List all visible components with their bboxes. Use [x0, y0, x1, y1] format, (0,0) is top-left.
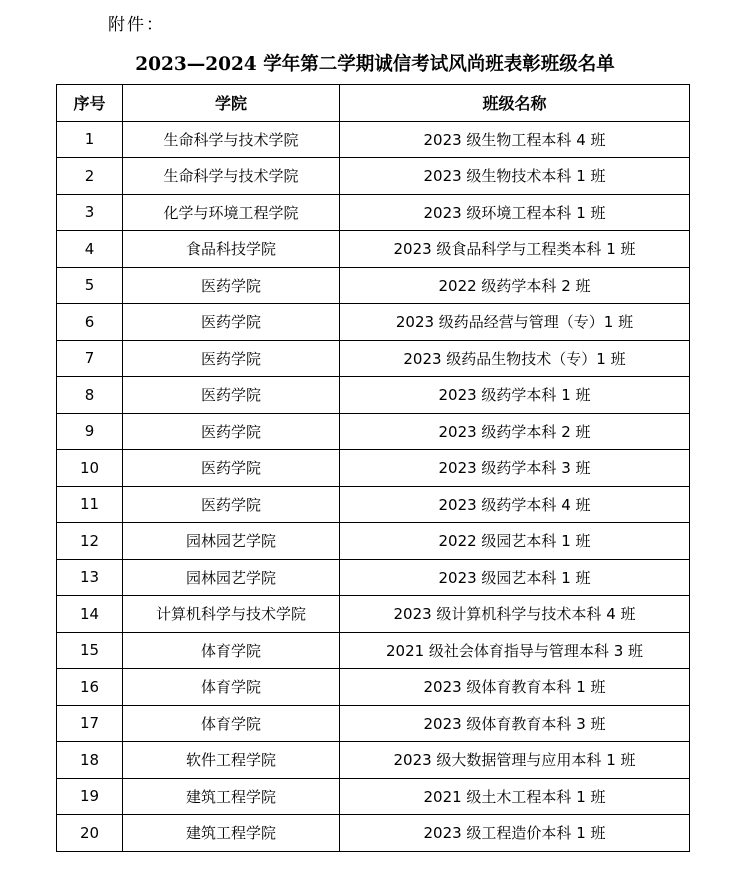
header-index: 序号: [57, 85, 123, 122]
class-roster-table: [56, 84, 690, 852]
cell-index: 1: [57, 121, 123, 158]
cell-college: 计算机科学与技术学院: [123, 596, 340, 633]
attachment-label: 附件：: [108, 15, 165, 35]
cell-index: 6: [57, 304, 123, 341]
cell-college: 医药学院: [123, 267, 340, 304]
cell-college: 软件工程学院: [123, 742, 340, 779]
cell-index: 7: [57, 340, 123, 377]
cell-college: 园林园艺学院: [123, 523, 340, 560]
table-row: [57, 778, 690, 815]
table-row: [57, 596, 690, 633]
table-body: [57, 121, 690, 851]
cell-class-name: 2023 级环境工程本科 1 班: [340, 194, 690, 231]
cell-class-name: 2023 级生物技术本科 1 班: [340, 158, 690, 195]
table-row: [57, 450, 690, 487]
cell-class-name: 2023 级大数据管理与应用本科 1 班: [340, 742, 690, 779]
cell-class-name: 2023 级体育教育本科 1 班: [340, 669, 690, 706]
cell-index: 15: [57, 632, 123, 669]
header-college: 学院: [123, 85, 340, 122]
cell-college: 医药学院: [123, 340, 340, 377]
cell-index: 12: [57, 523, 123, 560]
cell-class-name: 2023 级药品生物技术（专）1 班: [340, 340, 690, 377]
table-row: [57, 158, 690, 195]
cell-college: 医药学院: [123, 450, 340, 487]
cell-class-name: 2023 级生物工程本科 4 班: [340, 121, 690, 158]
cell-index: 8: [57, 377, 123, 414]
cell-index: 18: [57, 742, 123, 779]
cell-index: 5: [57, 267, 123, 304]
cell-index: 10: [57, 450, 123, 487]
cell-index: 17: [57, 705, 123, 742]
cell-college: 体育学院: [123, 632, 340, 669]
table-row: [57, 194, 690, 231]
cell-index: 20: [57, 815, 123, 852]
cell-index: 19: [57, 778, 123, 815]
cell-college: 体育学院: [123, 669, 340, 706]
cell-class-name: 2023 级食品科学与工程类本科 1 班: [340, 231, 690, 268]
cell-class-name: 2023 级药学本科 2 班: [340, 413, 690, 450]
cell-college: 建筑工程学院: [123, 815, 340, 852]
table-row: [57, 815, 690, 852]
cell-class-name: 2023 级药学本科 1 班: [340, 377, 690, 414]
table-row: [57, 231, 690, 268]
cell-college: 体育学院: [123, 705, 340, 742]
cell-class-name: 2021 级土木工程本科 1 班: [340, 778, 690, 815]
header-class-name: 班级名称: [340, 85, 690, 122]
table-row: [57, 669, 690, 706]
cell-class-name: 2023 级药学本科 3 班: [340, 450, 690, 487]
table-row: [57, 340, 690, 377]
cell-class-name: 2023 级计算机科学与技术本科 4 班: [340, 596, 690, 633]
cell-college: 医药学院: [123, 304, 340, 341]
cell-class-name: 2022 级药学本科 2 班: [340, 267, 690, 304]
cell-college: 医药学院: [123, 377, 340, 414]
table-row: [57, 632, 690, 669]
cell-class-name: 2021 级社会体育指导与管理本科 3 班: [340, 632, 690, 669]
cell-index: 9: [57, 413, 123, 450]
cell-index: 14: [57, 596, 123, 633]
table-row: [57, 267, 690, 304]
cell-college: 生命科学与技术学院: [123, 121, 340, 158]
cell-class-name: 2023 级体育教育本科 3 班: [340, 705, 690, 742]
table-row: [57, 742, 690, 779]
cell-college: 医药学院: [123, 486, 340, 523]
table-row: [57, 121, 690, 158]
cell-college: 食品科技学院: [123, 231, 340, 268]
table-row: [57, 413, 690, 450]
cell-index: 11: [57, 486, 123, 523]
table-row: [57, 523, 690, 560]
table-row: [57, 304, 690, 341]
table-header-row: [57, 85, 690, 122]
cell-index: 3: [57, 194, 123, 231]
cell-index: 16: [57, 669, 123, 706]
table-row: [57, 559, 690, 596]
table-row: [57, 705, 690, 742]
cell-index: 13: [57, 559, 123, 596]
cell-class-name: 2023 级药品经营与管理（专）1 班: [340, 304, 690, 341]
cell-college: 园林园艺学院: [123, 559, 340, 596]
cell-index: 4: [57, 231, 123, 268]
cell-college: 医药学院: [123, 413, 340, 450]
cell-class-name: 2023 级药学本科 4 班: [340, 486, 690, 523]
document-title: 2023—2024 学年第二学期诚信考试风尚班表彰班级名单: [135, 54, 615, 75]
cell-class-name: 2023 级工程造价本科 1 班: [340, 815, 690, 852]
table-row: [57, 377, 690, 414]
cell-college: 建筑工程学院: [123, 778, 340, 815]
cell-index: 2: [57, 158, 123, 195]
cell-college: 生命科学与技术学院: [123, 158, 340, 195]
table-row: [57, 486, 690, 523]
cell-college: 化学与环境工程学院: [123, 194, 340, 231]
cell-class-name: 2022 级园艺本科 1 班: [340, 523, 690, 560]
cell-class-name: 2023 级园艺本科 1 班: [340, 559, 690, 596]
